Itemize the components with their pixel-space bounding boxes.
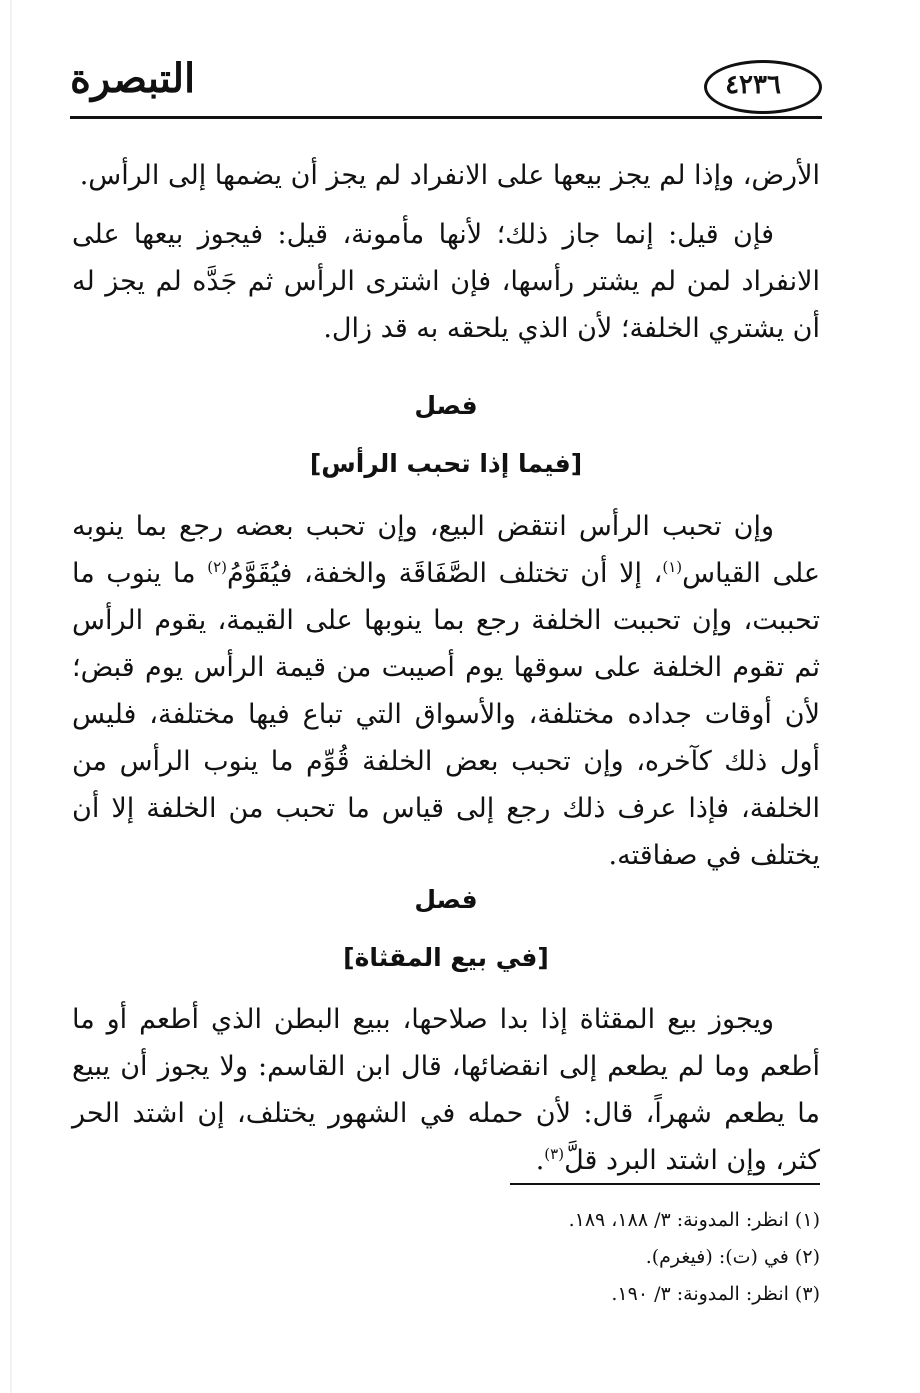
footnote-rule: [510, 1183, 820, 1185]
paragraph-text: [72, 996, 820, 1184]
paragraph-text-part: وإن تحبب الرأس انتقض البيع، وإن تحبب بعضه رجع بما ينوبه على القياس: [72, 511, 821, 589]
paragraph-text-part: ، إلا أن تختلف الصَّفَاقَة والخفة، فيُقَوَّمُ: [227, 558, 663, 589]
paragraph-text: [72, 503, 820, 879]
section-subtitle: [في بيع المقثاة]: [343, 943, 549, 972]
section-subtitle: [فيما إذا تحبب الرأس]: [309, 449, 583, 478]
header-rule: [70, 116, 822, 119]
paragraph-text-part: ما ينوب ما تحببت، وإن تحببت الخلفة رجع بما ينوبها على القيمة، يقوم الرأس ثم تقوم الخلفة على سوقها يوم أصيبت من قيمة الرأس يوم قبض؛ لأن أوقات جداده مختلفة، والأسواق التي تباع فيها مختلفة، فليس أول ذلك كآخره، وإن تحبب بعض الخلفة قُوِّم ما ينوب الرأس من الخلفة، فإذا عرف ذلك رجع إلى قياس ما تحبب من الخلفة إلا أن يختلف في صفاقته.: [72, 558, 820, 871]
footnote-ref-1: (١): [662, 558, 683, 576]
paragraph-3: [72, 503, 820, 879]
book-title: التبصرة: [70, 55, 196, 102]
paragraph-text-part: .: [535, 1145, 545, 1176]
paragraph-1: [72, 152, 820, 199]
footnote-1: (١) انظر: المدونة: ٣/ ١٨٨، ١٨٩.: [568, 1209, 820, 1231]
footnotes: [470, 1202, 820, 1313]
paragraph-text: فإن قيل: إنما جاز ذلك؛ لأنها مأمونة، قيل: فيجوز بيعها على الانفراد لمن لم يشتر رأسها، فإن اشترى الرأس ثم جَدَّه لم يجز له أن يشتري الخلفة؛ لأن الذي يلحقه به قد زال.: [72, 219, 820, 344]
footnote-ref-3: (٣): [544, 1145, 565, 1163]
paragraph-text-part: ويجوز بيع المقثاة إذا بدا صلاحها، ببيع البطن الذي أطعم أو ما أطعم وما لم يطعم إلى انقضائها، قال ابن القاسم: ولا يجوز أن يبيع ما يطعم شهراً، قال: لأن حمله في الشهور يختلف، إن اشتد الحر كثر، وإن اشتد البرد قلَّ: [72, 1004, 820, 1176]
footnote-3: (٣) انظر: المدونة: ٣/ ١٩٠.: [611, 1283, 820, 1305]
paragraph-2: [72, 211, 820, 352]
page-edge-shadow: [10, 0, 12, 1393]
footnote-ref-2: (٢): [207, 558, 227, 576]
paragraph-text: الأرض، وإذا لم يجز بيعها على الانفراد لم يجز أن يضمها إلى الرأس.: [79, 160, 820, 191]
footnote-2: (٢) في (ت): (فيغرم).: [645, 1246, 820, 1268]
section-title: فصل: [414, 885, 478, 914]
paragraph-4: [72, 996, 820, 1184]
page-number: ٤٢٣٦: [725, 70, 781, 100]
page-header: [70, 52, 822, 122]
section-title: فصل: [414, 391, 478, 420]
